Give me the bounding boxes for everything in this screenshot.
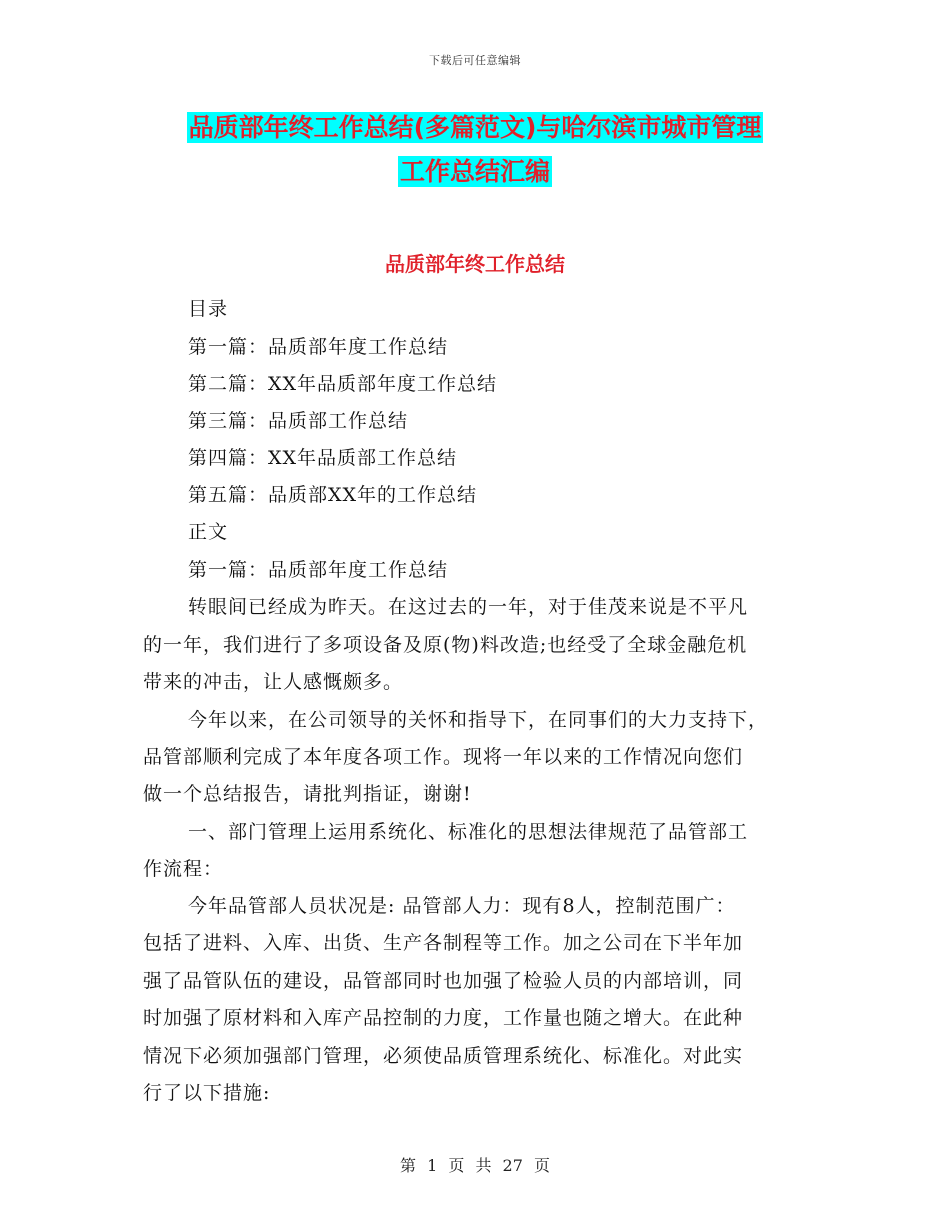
paragraph-line: 强了品管队伍的建设，品管部同时也加强了检验人员的内部培训，同 — [143, 970, 744, 992]
document-title-text-2: 工作总结汇编 — [399, 157, 550, 186]
paragraph-line: 一、部门管理上运用系统化、标准化的思想法律规范了品管部工 — [188, 821, 749, 843]
article-title: 第一篇：品质部年度工作总结 — [188, 559, 449, 581]
paragraph-line: 包括了进料、入库、出货、生产各制程等工作。加之公司在下半年加 — [143, 932, 744, 954]
toc-item: 第二篇：XX年品质部年度工作总结 — [188, 373, 498, 395]
document-title-text-1: 品质部年终工作总结(多篇范文)与哈尔滨市城市管理 — [188, 113, 762, 142]
paragraph-line: 作流程： — [143, 858, 224, 880]
paragraph-line: 的一年，我们进行了多项设备及原(物)料改造;也经受了全球金融危机 — [143, 634, 748, 656]
toc-item: 第一篇：品质部年度工作总结 — [188, 336, 449, 358]
paragraph-line: 时加强了原材料和入库产品控制的力度，工作量也随之增大。在此种 — [143, 1007, 744, 1029]
paragraph-line: 行了以下措施: — [143, 1082, 271, 1104]
page-number-footer: 第 1 页 共 27 页 — [400, 1156, 550, 1175]
document-title-line-1 — [0, 110, 950, 146]
paragraph-line: 今年以来，在公司领导的关怀和指导下，在同事们的大力支持下， — [188, 709, 769, 731]
toc-heading: 目录 — [188, 298, 229, 320]
body-heading: 正文 — [188, 521, 229, 543]
paragraph-line: 今年品管部人员状况是: 品管部人力：现有8人，控制范围广： — [188, 895, 736, 917]
toc-item: 第四篇：XX年品质部工作总结 — [188, 447, 458, 469]
paragraph-line: 带来的冲击，让人感慨颇多。 — [143, 671, 404, 693]
paragraph-line: 情况下必须加强部门管理，必须使品质管理系统化、标准化。对此实 — [143, 1045, 744, 1067]
paragraph-line: 转眼间已经成为昨天。在这过去的一年，对于佳茂来说是不平凡 — [188, 596, 749, 618]
toc-item: 第三篇：品质部工作总结 — [188, 410, 409, 432]
header-note: 下载后可任意编辑 — [429, 54, 521, 67]
document-title-line-2 — [0, 154, 950, 190]
paragraph-line: 品管部顺利完成了本年度各项工作。现将一年以来的工作情况向您们 — [143, 746, 744, 768]
section-title: 品质部年终工作总结 — [385, 252, 565, 276]
paragraph-line: 做一个总结报告，请批判指证，谢谢! — [143, 783, 472, 805]
toc-item: 第五篇：品质部XX年的工作总结 — [188, 484, 478, 506]
